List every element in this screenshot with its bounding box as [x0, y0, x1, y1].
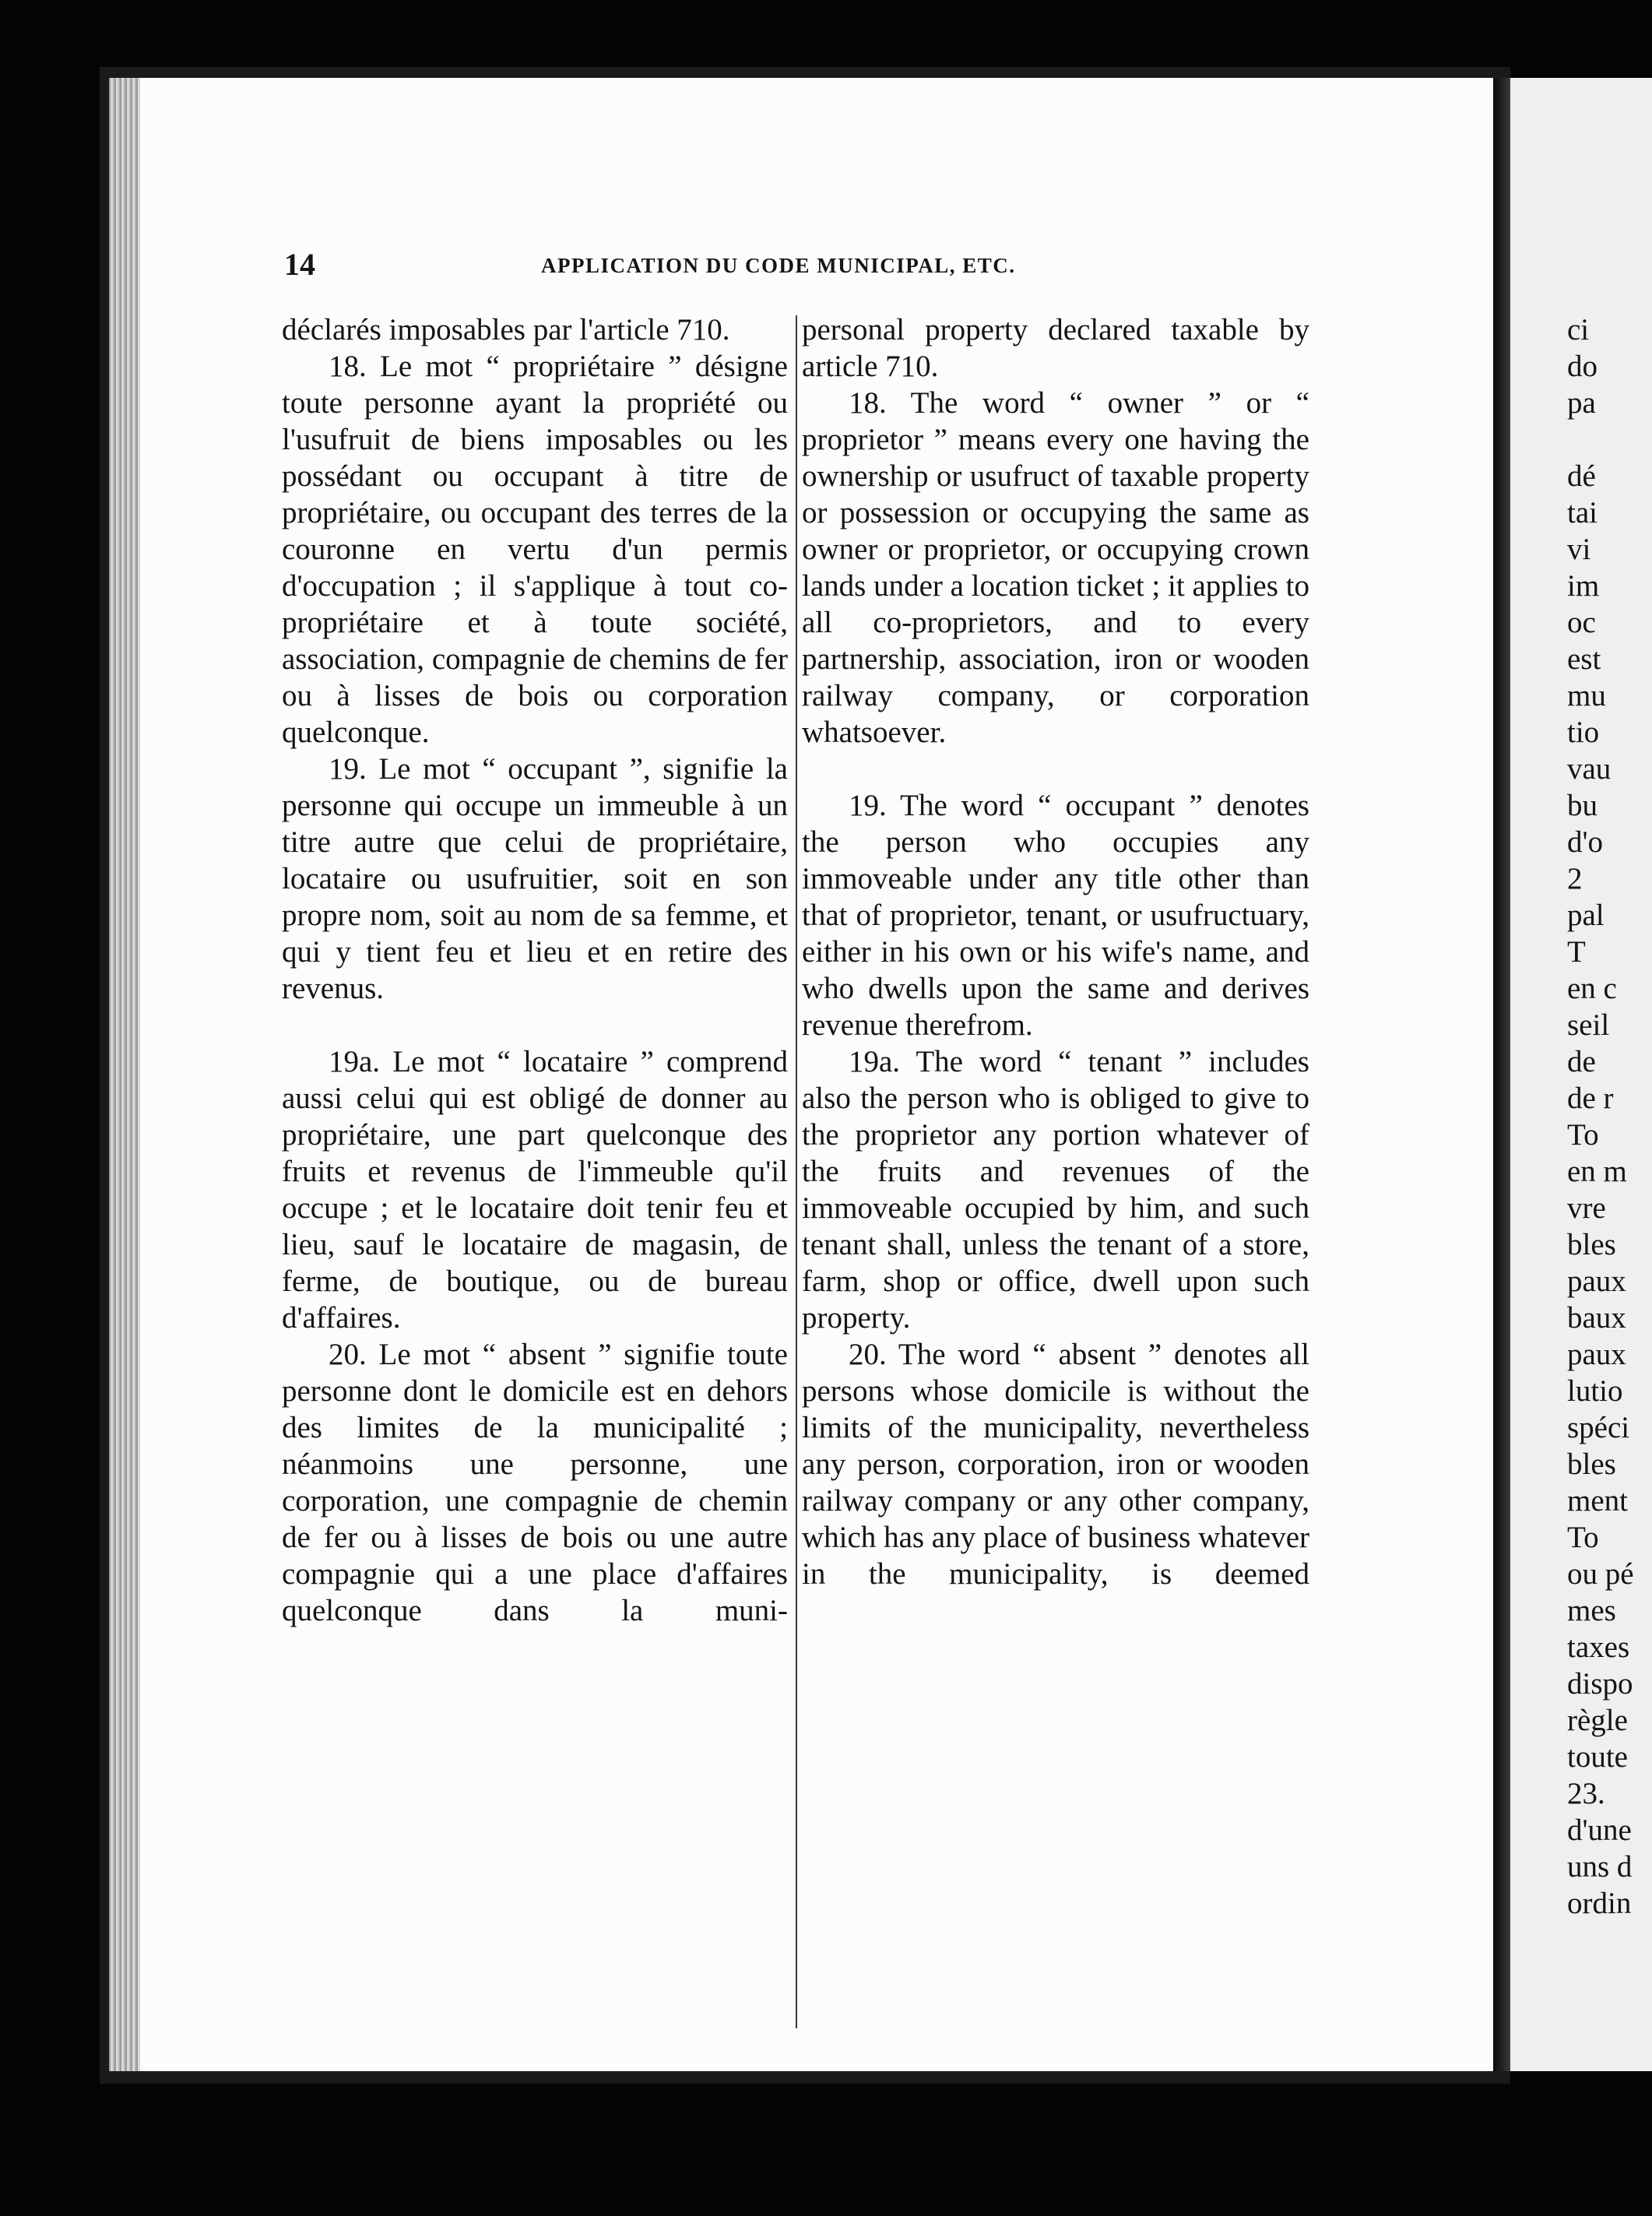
- facing-page-line: pal: [1567, 899, 1605, 932]
- facing-page-line: bles: [1567, 1228, 1616, 1261]
- facing-page-line: uns d: [1567, 1850, 1633, 1884]
- french-paragraph: déclarés imposables par l'article 710.: [282, 313, 730, 346]
- french-paragraph: 19a. Le mot “ locataire ” comprend aussi celui qui est obligé de donner au propriétaire, une part quelconque des fruits et revenus de l'immeuble qu'il occupe ; et le locataire doit tenir feu et lieu, sauf le locataire de magasin, de ferme, de boutique, ou de bureau d'affaires.: [282, 1045, 788, 1335]
- facing-page-line: seil: [1567, 1008, 1610, 1042]
- page-header: [284, 249, 1070, 280]
- facing-page-line: pa: [1567, 386, 1596, 420]
- french-paragraph: 20. Le mot “ absent ” signifie toute personne dont le domicile est en dehors des limites de la municipalité ; néanmoins une personne, une corporation, une compagnie de chemin de fer ou à lisses de bois ou une autre compagnie qui a une place d'affaires quelconque dans la muni-: [282, 1338, 788, 1627]
- facing-page-line: bu: [1567, 789, 1598, 822]
- facing-page-line: vau: [1567, 752, 1612, 786]
- facing-page-line: mes: [1567, 1594, 1616, 1627]
- book-fold: [1493, 78, 1510, 2071]
- english-paragraph: 19a. The word “ tenant ” includes also the person who is obliged to give to the proprietor any portion whatever of the fruits and revenues of the immoveable occupied by him, and such tenant shall, unless the tenant of a store, farm, shop or office, dwell upon such property.: [802, 1045, 1309, 1335]
- facing-page-text: [1567, 311, 1634, 1922]
- facing-page-line: en c: [1567, 972, 1617, 1005]
- facing-page-line: ordin: [1567, 1887, 1632, 1920]
- facing-page-line: ou pé: [1567, 1557, 1634, 1591]
- facing-page-line: ment: [1567, 1484, 1628, 1518]
- facing-page-line: To: [1567, 1118, 1599, 1152]
- facing-page-line: règle: [1567, 1704, 1628, 1737]
- page-edge-binding: [109, 78, 140, 2071]
- facing-page-line: mu: [1567, 679, 1606, 712]
- facing-page-line: tai: [1567, 496, 1598, 529]
- facing-page-line: d'une: [1567, 1813, 1632, 1847]
- facing-page-line: tio: [1567, 716, 1600, 749]
- facing-page-line: ci: [1567, 313, 1590, 346]
- facing-page-line: en m: [1567, 1155, 1627, 1188]
- facing-page-line: dé: [1567, 459, 1596, 493]
- french-paragraph: 19. Le mot “ occupant ”, signifie la personne qui occupe un immeuble à un titre autre que celui de propriétaire, locataire ou usufruitier, soit en son propre nom, soit au nom de sa femme, et qui y tient feu et lieu et en retire des revenus.: [282, 752, 788, 1005]
- column-divider: [796, 315, 797, 2028]
- facing-page-line: est: [1567, 642, 1601, 676]
- english-column: [802, 311, 1309, 1592]
- facing-page-line: 2: [1567, 862, 1583, 895]
- facing-page-line: dispo: [1567, 1667, 1633, 1701]
- facing-page-line: paux: [1567, 1338, 1626, 1371]
- english-paragraph: 19. The word “ occupant ” denotes the person who occupies any immoveable under any title other than that of proprietor, tenant, or usufructuary, either in his own or his wife's name, and who dwells upon the same and derives revenue therefrom.: [802, 789, 1309, 1042]
- facing-page-line: vi: [1567, 533, 1591, 566]
- facing-page-line: baux: [1567, 1301, 1626, 1335]
- facing-page-line: im: [1567, 569, 1600, 603]
- english-paragraph: 20. The word “ absent ” denotes all persons whose domicile is without the limits of the municipality, nevertheless any person, corporation, iron or wooden railway company or any other company, which has any place of business whatever in the municipality, is deemed: [802, 1338, 1309, 1591]
- page-number: 14: [284, 247, 315, 282]
- facing-page-line: 23.: [1567, 1777, 1605, 1810]
- facing-page-line: toute: [1567, 1740, 1628, 1774]
- facing-page-line: vre: [1567, 1191, 1606, 1225]
- french-column: [282, 311, 788, 1629]
- english-paragraph: personal property declared taxable by article 710.: [802, 313, 1309, 383]
- facing-page-line: paux: [1567, 1265, 1626, 1298]
- facing-page-line: lutio: [1567, 1374, 1623, 1408]
- facing-page-line: To: [1567, 1521, 1599, 1554]
- facing-page-line: oc: [1567, 606, 1596, 639]
- facing-page-line: spéci: [1567, 1411, 1630, 1444]
- facing-page-line: T: [1567, 935, 1586, 969]
- facing-page-line: do: [1567, 350, 1598, 383]
- facing-page-line: bles: [1567, 1447, 1616, 1481]
- facing-page-fragment: [1493, 78, 1652, 2071]
- french-paragraph: 18. Le mot “ propriétaire ” désigne toute personne ayant la propriété ou l'usufruit de biens imposables ou les possédant ou occupant à titre de propriétaire, ou occupant des terres de la couronne en vertu d'un permis d'occupation ; il s'applique à tout co-propriétaire et à toute société, association, compagnie de chemins de fer ou à lisses de bois ou corporation quelconque.: [282, 350, 788, 749]
- running-title: APPLICATION DU CODE MUNICIPAL, ETC.: [541, 254, 1016, 277]
- english-paragraph: 18. The word “ owner ” or “ proprietor ” means every one having the ownership or usufruct of taxable property or possession or occupying the same as owner or proprietor, or occupying crown lands under a location ticket ; it applies to all co-proprietors, and to every partnership, association, iron or wooden railway company, or corporation whatsoever.: [802, 386, 1309, 749]
- facing-page-line: [1567, 421, 1634, 458]
- facing-page-line: d'o: [1567, 825, 1604, 859]
- facing-page-line: taxes: [1567, 1630, 1630, 1664]
- facing-page-line: de r: [1567, 1082, 1614, 1115]
- facing-page-line: de: [1567, 1045, 1596, 1078]
